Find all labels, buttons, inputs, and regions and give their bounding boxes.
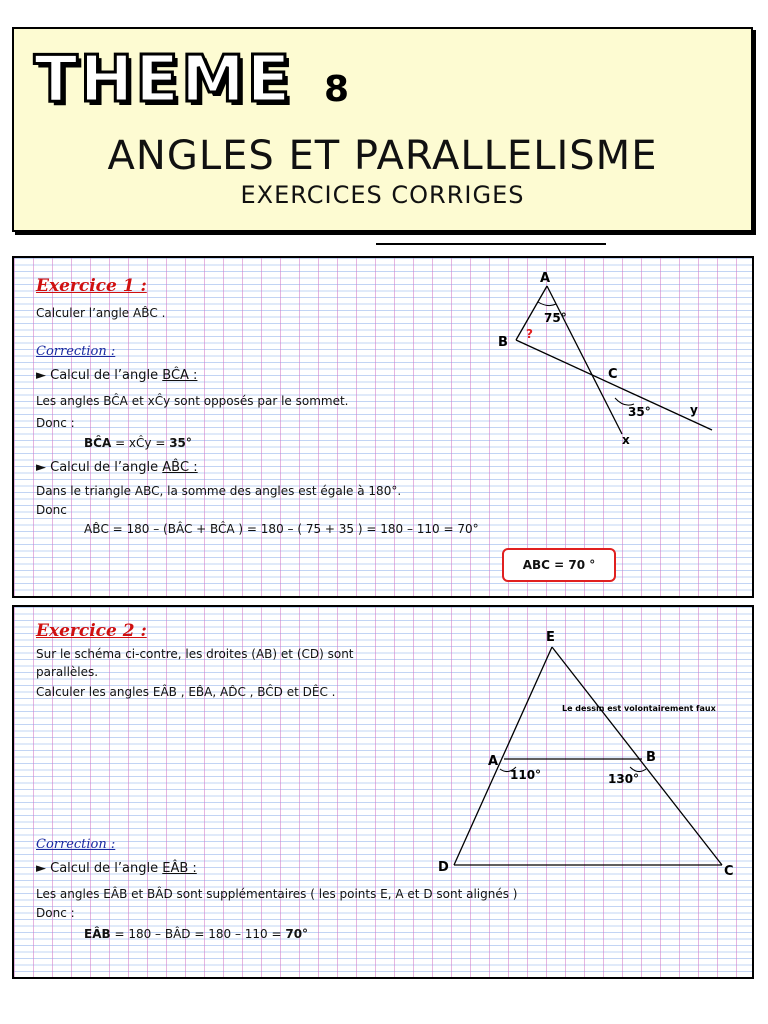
angle-b-label: 130° bbox=[608, 772, 640, 786]
theme-word: THEME bbox=[34, 43, 293, 117]
angle-b-arc bbox=[630, 767, 646, 772]
exercise-1-step2-text: Dans le triangle ABC, la somme des angles est égale à 180°. bbox=[36, 484, 402, 498]
angle-a-label: 75° bbox=[544, 311, 567, 325]
page-title: ANGLES ET PARALLELISME bbox=[107, 133, 658, 179]
segment-ed bbox=[454, 647, 552, 865]
figure-note: Le dessin est volontairement faux bbox=[562, 704, 716, 713]
line-by bbox=[516, 340, 712, 430]
exercise-2-question-line3: Calculer les angles EÂB , EB̂A, AD̂C , BĈD et DÊC . bbox=[36, 685, 336, 699]
angle-a-arc bbox=[538, 302, 556, 306]
angle-b-label: ? bbox=[526, 327, 533, 341]
point-c-label: C bbox=[724, 864, 734, 879]
exercise-1-correction-label: Correction : bbox=[36, 344, 116, 359]
exercise-2-question-line2: parallèles. bbox=[36, 665, 99, 679]
exercise-1-step1-donc: Donc : bbox=[36, 416, 75, 430]
exercise-2-step1-donc: Donc : bbox=[36, 906, 75, 920]
exercise-1-panel bbox=[12, 256, 754, 598]
exercise-1-step2-heading: ► Calcul de l’angle AB̂C : bbox=[36, 460, 198, 475]
point-e-label: E bbox=[546, 630, 555, 645]
point-x-label: x bbox=[622, 433, 630, 447]
exercise-2-title: Exercice 2 : bbox=[36, 621, 147, 641]
exercise-2-question-line1: Sur le schéma ci-contre, les droites (AB) et (CD) sont bbox=[36, 647, 354, 661]
exercise-1-step1-equation: BĈA = xĈy = 35° bbox=[84, 436, 192, 450]
point-b-label: B bbox=[646, 750, 656, 765]
separator-line bbox=[376, 243, 606, 245]
point-c-label: C bbox=[608, 367, 618, 382]
exercise-1-title: Exercice 1 : bbox=[36, 276, 147, 296]
point-y-label: y bbox=[690, 403, 698, 417]
exercise-2-step1-equation: EÂB = 180 – BÂD = 180 – 110 = 70° bbox=[84, 927, 309, 941]
exercise-2-step1-text: Les angles EÂB et BÂD sont supplémentaires ( les points E, A et D sont alignés ) bbox=[36, 887, 518, 901]
exercise-2-panel bbox=[12, 605, 754, 979]
angle-a-label: 110° bbox=[510, 768, 542, 782]
exercise-2-step1-heading: ► Calcul de l’angle EÂB : bbox=[36, 861, 197, 876]
theme-number: 8 bbox=[324, 69, 350, 110]
point-d-label: D bbox=[438, 860, 449, 875]
exercise-2-figure bbox=[424, 627, 744, 887]
point-b-label: B bbox=[498, 335, 508, 350]
exercise-1-step2-donc: Donc bbox=[36, 503, 67, 517]
point-a-label: A bbox=[488, 754, 499, 769]
exercise-1-step1-heading: ► Calcul de l’angle BĈA : bbox=[36, 368, 198, 383]
exercise-1-question: Calculer l’angle AB̂C . bbox=[36, 306, 166, 320]
exercise-1-figure bbox=[474, 268, 734, 458]
header-banner bbox=[12, 27, 753, 232]
page-subtitle: EXERCICES CORRIGES bbox=[240, 181, 525, 209]
angle-c-label: 35° bbox=[628, 405, 651, 419]
point-a-label: A bbox=[540, 271, 551, 286]
segment-ec bbox=[552, 647, 722, 865]
exercise-2-correction-label: Correction : bbox=[36, 837, 116, 852]
exercise-1-step1-text: Les angles BĈA et xĈy sont opposés par le sommet. bbox=[36, 394, 349, 408]
exercise-1-result-box: ABC = 70 ° bbox=[502, 548, 616, 582]
exercise-1-step2-equation: AB̂C = 180 – (BÂC + BĈA ) = 180 – ( 75 + 35 ) = 180 – 110 = 70° bbox=[84, 522, 479, 536]
